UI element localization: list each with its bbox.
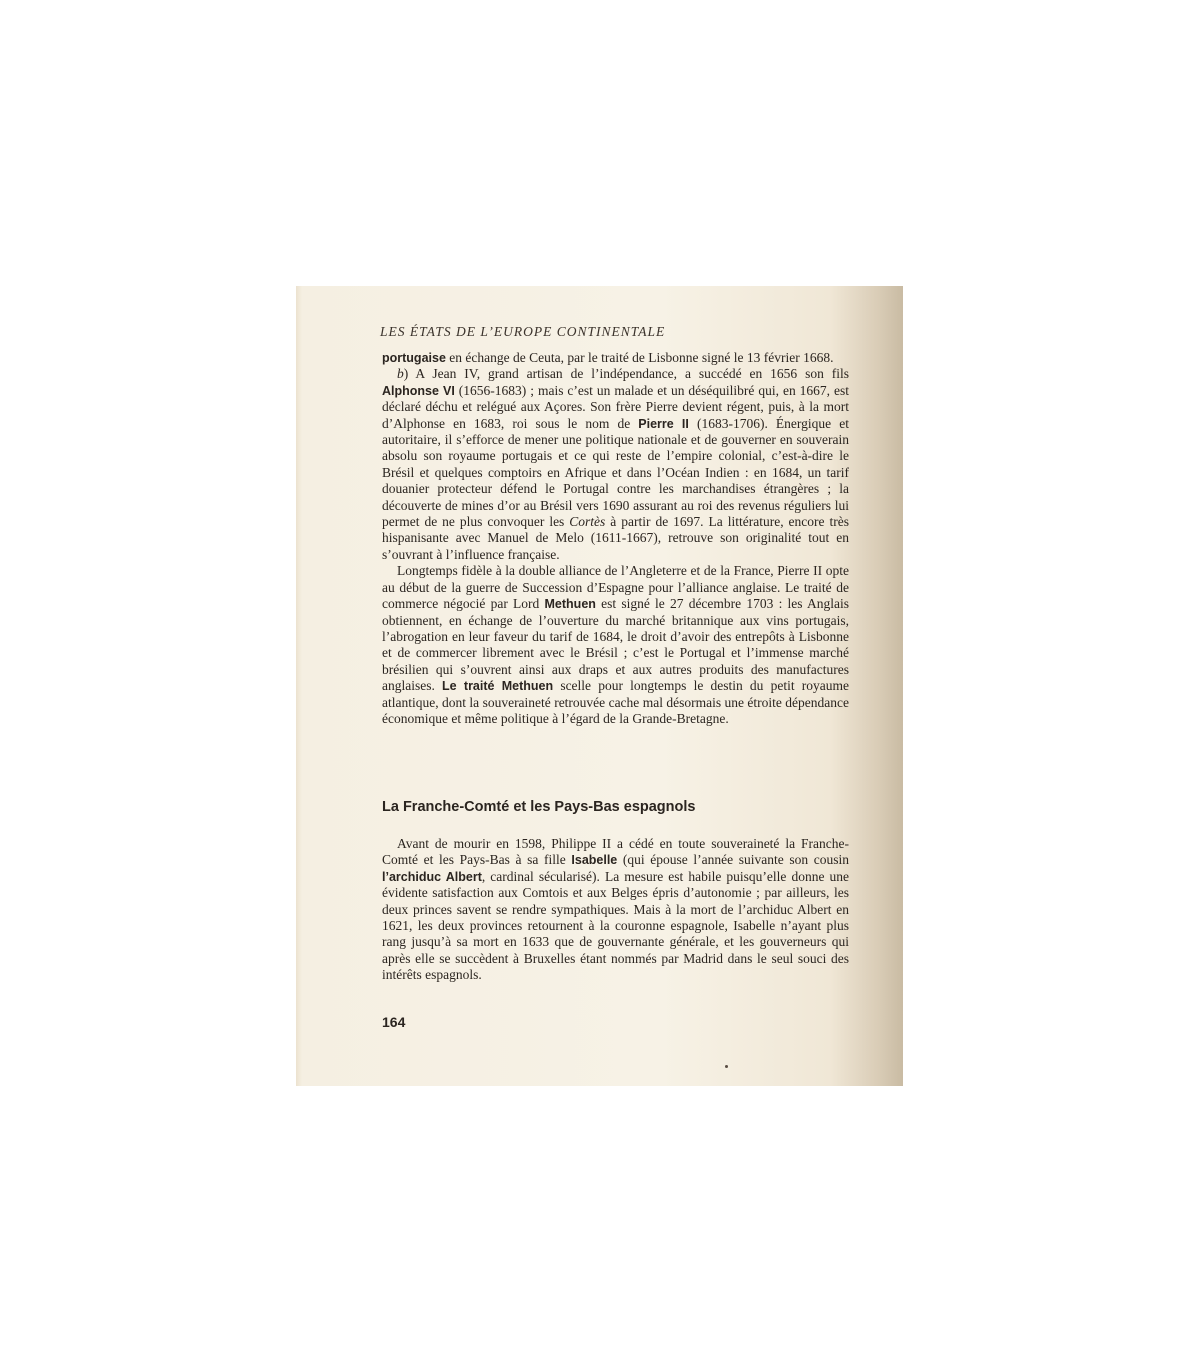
bold-term: l’archiduc Albert: [382, 869, 482, 884]
body-text-top: [382, 350, 849, 727]
text-run: (1683-1706). Énergique et autoritaire, il s’efforce de mener une politique nationale et de gouverner en souverain absolu son royaume portugais et ce qui reste de l’empire colonial, c’est-à-dire le Brésil et quelques comptoirs en Afrique et dans l’Océan Indien : en 1684, un tarif douanier protecteur défend le Portugal contre les marchandises étrangères ; la découverte de mines d’or au Brésil vers 1690 assurant au roi des revenus réguliers lui permet de ne plus convoquer les: [382, 415, 849, 530]
bold-term: Alphonse VI: [382, 383, 455, 398]
bold-term: Methuen: [544, 597, 596, 612]
paragraph-1: [382, 350, 849, 366]
text-run: , cardinal sécularisé). La mesure est habile puisqu’elle donne une évidente satisfaction aux Comtois et aux Belges épris d’autonomie ; par ailleurs, les deux princes savent se rendre sympathiques. Mais à la mort de l’archiduc Albert en 1621, les deux provinces retournent à la couronne espagnole, Isabelle n’ayant plus rang jusqu’à sa mort en 1633 que de gouvernante générale, et les gouverneurs qui après elle se succèdent à Bruxelles étant nommés par Madrid dans le seul souci des intérêts espagnols.: [382, 868, 849, 983]
book-page: [296, 286, 903, 1086]
bold-term: Isabelle: [571, 853, 618, 868]
body-text-bottom: [382, 836, 849, 984]
text-run: Avant de mourir en 1598, Philippe II a cédé en toute souveraineté la Franche-Comté et les Pays-Bas à sa fille: [382, 836, 849, 868]
text-run: en échange de Ceuta, par le traité de Lisbonne signé le 13 février 1668.: [445, 350, 834, 365]
text-run: scelle pour longtemps le destin du petit royaume atlantique, dont la souveraineté retrouvée cache mal désormais une étroite dépendance économique et même politique à l’égard de la Grande-Bretagne.: [382, 678, 849, 726]
italic-term: Cortès: [569, 514, 606, 530]
paragraph-2: [382, 366, 849, 563]
text-run: à partir de 1697. La littérature, encore très hispanisante avec Manuel de Melo (1611-1667), retrouve son originalité tout en s’ouvrant à l’influence française.: [382, 514, 849, 562]
running-head: LES ÉTATS DE L’EUROPE CONTINENTALE: [380, 324, 666, 339]
text-run: ) A Jean IV, grand artisan de l’indépendance, a succédé en 1656 son fils: [403, 366, 849, 382]
section-heading: La Franche-Comté et les Pays-Bas espagnols: [382, 799, 696, 815]
text-run: (1656-1683) ; mais c’est un malade et un déséquilibré qui, en 1667, est déclaré déchu et relégué aux Açores. Son frère Pierre devient régent, puis, à la mort d’Alphonse en 1683, roi sous le nom de: [382, 382, 850, 431]
italic-term: b: [397, 366, 404, 382]
paragraph-4: [382, 836, 849, 984]
text-run: Longtemps fidèle à la double alliance de l’Angleterre et de la France, Pierre II opte au début de la guerre de Succession d’Espagne pour l’alliance anglaise. Le traité de commerce négocié par Lord: [382, 563, 849, 612]
text-run: est signé le 27 décembre 1703 : les Anglais obtiennent, en échange de l’ouverture du marché britannique aux vins portugais, l’abrogation en leur faveur du tarif de 1684, le droit d’avoir des entrepôts à Lisbonne et de commercer librement avec le Brésil ; c’est le Portugal et l’immense marché brésilien qui s’ouvrent ainsi aux draps et aux autres produits des manufactures anglaises.: [382, 596, 849, 694]
ink-speck: [725, 1065, 728, 1068]
bold-term: Le traité Methuen: [442, 679, 554, 694]
bold-term: portugaise: [382, 351, 446, 365]
paragraph-3: [382, 563, 849, 727]
text-run: (qui épouse l’année suivante son cousin: [617, 852, 849, 868]
page-number: 164: [382, 1014, 406, 1030]
bold-term: Pierre II: [638, 416, 689, 431]
